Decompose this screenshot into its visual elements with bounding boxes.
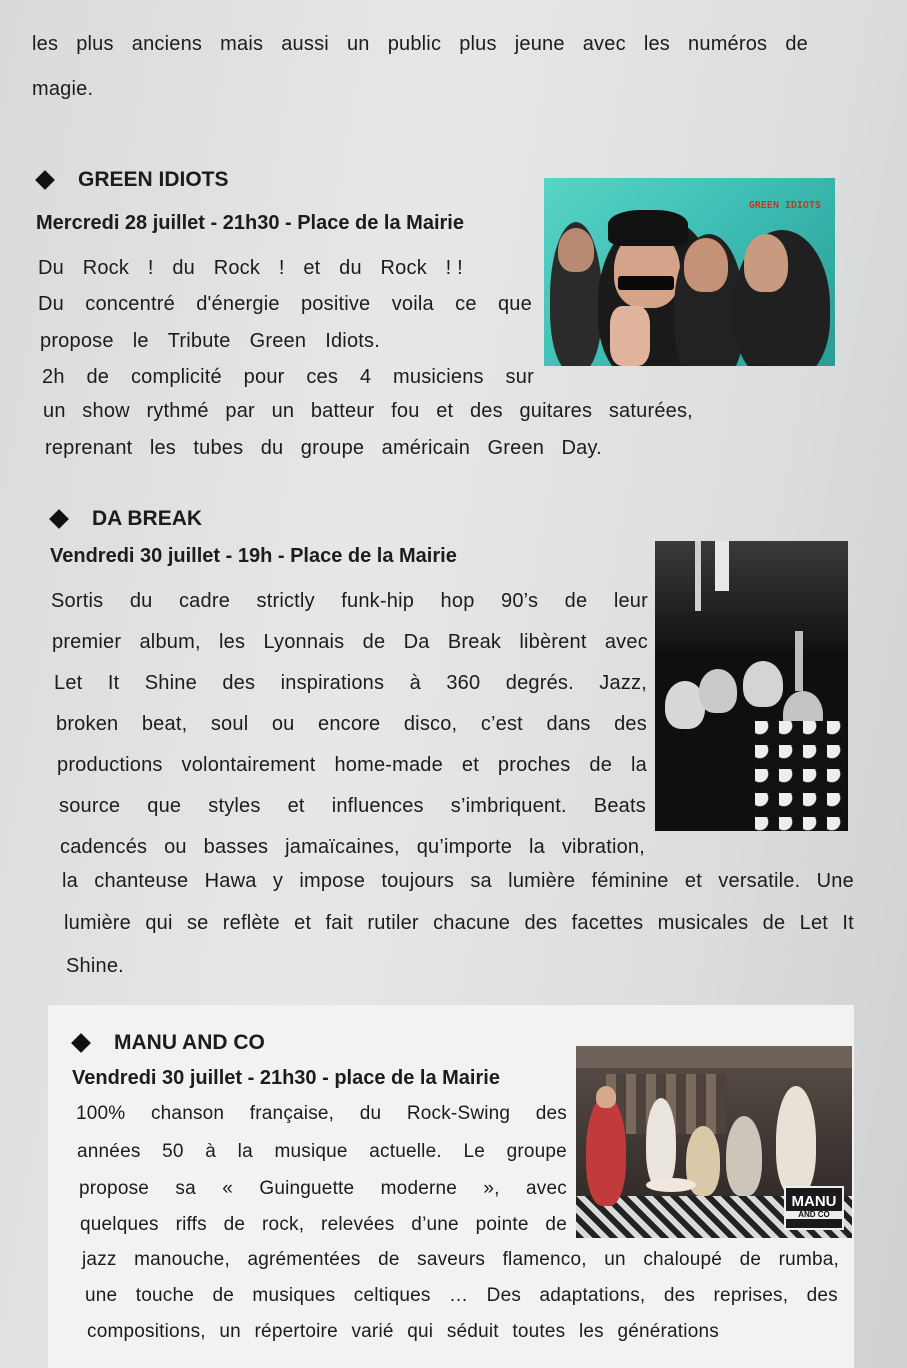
green-idiots-line — [38, 257, 463, 280]
da-break-heading — [52, 507, 202, 531]
word: à — [409, 672, 421, 694]
word: d'énergie — [196, 293, 280, 315]
da-break-title: DA BREAK — [92, 507, 203, 530]
word: les — [149, 437, 176, 459]
word: pour — [243, 366, 285, 388]
word: toutes — [512, 1321, 566, 1342]
word: quelques — [80, 1214, 159, 1235]
word: les — [32, 33, 59, 55]
word: strictly — [256, 590, 315, 612]
word: Green — [487, 437, 545, 459]
word: chaloupé — [643, 1249, 723, 1270]
word: voila — [391, 293, 434, 315]
word: It — [107, 672, 120, 694]
da-break-line — [66, 955, 124, 978]
word: les — [643, 33, 670, 55]
word: flamenco, — [502, 1249, 587, 1270]
green-idiots-title: GREEN IDIOTS — [78, 168, 229, 191]
word: du — [260, 437, 284, 459]
word: impose — [299, 870, 366, 892]
word: … — [449, 1285, 469, 1306]
word: anciens — [131, 33, 203, 55]
da-break-line — [62, 870, 854, 893]
manu-and-co-photo — [576, 1046, 852, 1238]
word: concentré — [85, 293, 175, 315]
word: 360 — [446, 672, 481, 694]
word: féminine — [591, 870, 669, 892]
word: beat, — [141, 713, 188, 735]
word: cadencés — [60, 836, 148, 858]
word: sa — [175, 1178, 196, 1199]
word: productions — [57, 754, 163, 776]
word: fait — [325, 912, 354, 934]
word: et — [287, 795, 305, 817]
manu-and-co-line — [82, 1249, 839, 1271]
word: », — [483, 1178, 500, 1199]
word: reprenant — [45, 437, 133, 459]
word: un — [604, 1249, 626, 1270]
word: de — [86, 366, 110, 388]
word: reflète — [222, 912, 280, 934]
word: de — [545, 1214, 567, 1235]
word: la — [528, 836, 545, 858]
word: avec — [604, 631, 648, 653]
word: la — [62, 870, 78, 892]
manu-and-co-line — [85, 1285, 838, 1307]
word: propose — [40, 330, 114, 352]
intro-line-1 — [32, 33, 808, 56]
word: du — [129, 590, 153, 612]
word: chanson — [150, 1103, 225, 1124]
word: musiciens — [393, 366, 484, 388]
da-break-date: Vendredi 30 juillet - 19h - Place de la Mairie — [50, 545, 457, 567]
word: plus — [76, 33, 114, 55]
word: disco, — [403, 713, 458, 735]
word: It — [842, 912, 854, 934]
word: encore — [318, 713, 381, 735]
word: du — [339, 257, 362, 279]
green-idiots-photo — [544, 178, 835, 366]
word: Green — [249, 330, 307, 352]
word: française, — [249, 1103, 335, 1124]
intro-line-2: magie. — [32, 78, 94, 100]
word: lumière — [64, 912, 131, 934]
word: Une — [816, 870, 854, 892]
green-idiots-line — [40, 330, 380, 353]
word: libèrent — [519, 631, 587, 653]
word: compositions, — [87, 1321, 206, 1342]
word: rumba, — [778, 1249, 839, 1270]
diamond-bullet-icon — [49, 509, 69, 529]
word: complicité — [130, 366, 222, 388]
word: vibration, — [561, 836, 645, 858]
diamond-bullet-icon — [35, 170, 55, 190]
word: saturées, — [608, 400, 693, 422]
word: premier — [52, 631, 122, 653]
photo-logo-badge — [784, 1186, 844, 1230]
word: jeune — [514, 33, 565, 55]
word: Day. — [561, 437, 602, 459]
word: de — [739, 1249, 762, 1270]
word: Sortis — [51, 590, 104, 612]
word: qui — [407, 1321, 434, 1342]
word: 100% — [76, 1103, 126, 1124]
word: ! — [278, 257, 285, 279]
da-break-photo — [655, 541, 848, 831]
word: à — [205, 1141, 217, 1162]
word: Guinguette — [259, 1178, 355, 1199]
word: années — [77, 1141, 141, 1162]
word: rock, — [262, 1214, 305, 1235]
word: des — [222, 672, 256, 694]
da-break-line — [59, 795, 646, 818]
word: touche — [135, 1285, 194, 1306]
word: des — [663, 1285, 696, 1306]
word: aussi — [281, 33, 329, 55]
word: c’est — [480, 713, 523, 735]
word: varié — [351, 1321, 394, 1342]
word: jamaïcaines, — [285, 836, 400, 858]
word: et — [436, 400, 454, 422]
word: celtiques — [353, 1285, 431, 1306]
word: la — [237, 1141, 253, 1162]
word: Tribute — [167, 330, 231, 352]
word: funk-hip — [341, 590, 415, 612]
word: Idiots. — [325, 330, 380, 352]
word: pointe — [475, 1214, 529, 1235]
word: y — [272, 870, 284, 892]
word: 2h — [42, 366, 65, 388]
word: ces — [306, 366, 339, 388]
word: propose — [79, 1178, 150, 1199]
word: dans — [546, 713, 591, 735]
word: 50 — [162, 1141, 184, 1162]
word: de — [564, 590, 588, 612]
manu-and-co-heading — [74, 1031, 265, 1055]
green-idiots-line — [38, 293, 532, 316]
word: qui — [145, 912, 173, 934]
word: broken — [56, 713, 119, 735]
word: proches — [497, 754, 571, 776]
word: Shine — [144, 672, 197, 694]
photo-logo: GREEN IDIOTS — [748, 200, 821, 211]
word: numéros — [688, 33, 768, 55]
word: un — [271, 400, 295, 422]
word: Lyonnais — [263, 631, 345, 653]
word: les — [578, 1321, 604, 1342]
word: lumière — [508, 870, 576, 892]
green-idiots-line — [45, 437, 602, 460]
word: générations — [617, 1321, 719, 1342]
word: de — [762, 912, 786, 934]
word: guitares — [519, 400, 593, 422]
word: du — [172, 257, 195, 279]
da-break-line — [56, 713, 647, 736]
word: inspirations — [280, 672, 385, 694]
word: versatile. — [718, 870, 801, 892]
word: rutiler — [367, 912, 419, 934]
word: ! — [147, 257, 154, 279]
word: album, — [139, 631, 201, 653]
word: styles — [208, 795, 261, 817]
word: Let — [799, 912, 829, 934]
word: ou — [271, 713, 295, 735]
word: musicales — [657, 912, 749, 934]
word: volontairement — [181, 754, 316, 776]
da-break-line — [51, 590, 648, 613]
word: le — [132, 330, 149, 352]
word: ou — [164, 836, 187, 858]
diamond-bullet-icon — [71, 1033, 91, 1053]
word: soul — [210, 713, 249, 735]
word: leur — [613, 590, 648, 612]
word: sur — [505, 366, 534, 388]
word: batteur — [310, 400, 375, 422]
word: Des — [486, 1285, 522, 1306]
word: positive — [300, 293, 371, 315]
word: la — [630, 754, 647, 776]
word: reprises, — [713, 1285, 789, 1306]
word: toujours — [381, 870, 455, 892]
word: rythmé — [146, 400, 209, 422]
word: Jazz, — [599, 672, 647, 694]
word: source — [59, 795, 121, 817]
manu-and-co-line — [87, 1321, 719, 1343]
word: s’imbriquent. — [450, 795, 567, 817]
word: Le — [463, 1141, 485, 1162]
word: et — [303, 257, 321, 279]
word: que — [147, 795, 182, 817]
word: séduit — [446, 1321, 499, 1342]
word: de — [212, 1285, 234, 1306]
photo-logo-top: MANU — [791, 1193, 837, 1210]
green-idiots-line — [42, 366, 534, 389]
word: Rock — [380, 257, 427, 279]
word: riffs — [175, 1214, 207, 1235]
word: des — [469, 400, 503, 422]
word: de — [223, 1214, 246, 1235]
word: facettes — [571, 912, 644, 934]
word: actuelle. — [369, 1141, 442, 1162]
word: public — [387, 33, 442, 55]
word: des — [524, 912, 558, 934]
word: musiques — [252, 1285, 336, 1306]
word: agrémentées — [247, 1249, 361, 1270]
word: de — [378, 1249, 400, 1270]
word: et — [294, 912, 312, 934]
manu-and-co-date: Vendredi 30 juillet - 21h30 - place de la Mairie — [72, 1067, 500, 1089]
word: du — [359, 1103, 382, 1124]
word: jazz — [82, 1249, 117, 1270]
green-idiots-heading — [38, 168, 229, 192]
word: américain — [381, 437, 471, 459]
word: avec — [582, 33, 626, 55]
da-break-line — [57, 754, 647, 777]
manu-and-co-line — [77, 1141, 567, 1163]
word: des — [535, 1103, 567, 1124]
word: sa — [470, 870, 492, 892]
da-break-line — [54, 672, 647, 695]
manu-and-co-line — [79, 1178, 567, 1200]
word: et — [461, 754, 479, 776]
word: « — [222, 1178, 233, 1199]
word: Hawa — [204, 870, 257, 892]
word: Beats — [593, 795, 646, 817]
word: ce — [455, 293, 477, 315]
photo-logo-bottom: AND CO — [786, 1211, 842, 1219]
word: basses — [203, 836, 269, 858]
word: plus — [459, 33, 497, 55]
word: de — [589, 754, 613, 776]
word: des — [614, 713, 647, 735]
word: par — [225, 400, 255, 422]
word: Da — [403, 631, 430, 653]
word: Rock — [82, 257, 130, 279]
manu-and-co-line — [80, 1214, 567, 1236]
manu-and-co-line — [76, 1103, 567, 1125]
word: des — [806, 1285, 838, 1306]
word: influences — [331, 795, 424, 817]
word: d’une — [411, 1214, 459, 1235]
green-idiots-date: Mercredi 28 juillet - 21h30 - Place de la Mairie — [36, 212, 464, 234]
word: que — [497, 293, 532, 315]
word: groupe — [300, 437, 365, 459]
word: manouche, — [134, 1249, 230, 1270]
word: de — [785, 33, 808, 55]
word: Du — [38, 293, 64, 315]
word: Break — [447, 631, 502, 653]
word: 4 — [359, 366, 372, 388]
word: Rock — [213, 257, 261, 279]
word: de — [362, 631, 386, 653]
word: mais — [220, 33, 264, 55]
word: musique — [274, 1141, 348, 1162]
word: avec — [525, 1178, 567, 1199]
word: fou — [391, 400, 420, 422]
word: Rock-Swing — [406, 1103, 511, 1124]
word: un — [43, 400, 66, 422]
word: chanteuse — [94, 870, 189, 892]
word: saveurs — [417, 1249, 486, 1270]
da-break-line — [52, 631, 648, 654]
word: degrés. — [505, 672, 574, 694]
word: répertoire — [254, 1321, 338, 1342]
da-break-line — [60, 836, 645, 859]
word: home-made — [334, 754, 443, 776]
word: se — [186, 912, 209, 934]
word: ! ! — [445, 257, 463, 279]
word: groupe — [506, 1141, 567, 1162]
word: hop — [440, 590, 475, 612]
word: une — [85, 1285, 118, 1306]
word: Du — [38, 257, 64, 279]
word: cadre — [178, 590, 231, 612]
word: Let — [54, 672, 83, 694]
word: un — [219, 1321, 241, 1342]
word: Shine. — [66, 955, 124, 977]
word: tubes — [193, 437, 244, 459]
word: show — [82, 400, 130, 422]
word: et — [684, 870, 703, 892]
word: moderne — [380, 1178, 458, 1199]
word: les — [219, 631, 246, 653]
word: qu’importe — [416, 836, 513, 858]
word: relevées — [321, 1214, 395, 1235]
green-idiots-line — [43, 400, 693, 423]
word: un — [346, 33, 370, 55]
word: adaptations, — [539, 1285, 646, 1306]
manu-and-co-title: MANU AND CO — [114, 1031, 265, 1054]
word: 90’s — [501, 590, 539, 612]
word: chacune — [433, 912, 511, 934]
da-break-line — [64, 912, 854, 935]
